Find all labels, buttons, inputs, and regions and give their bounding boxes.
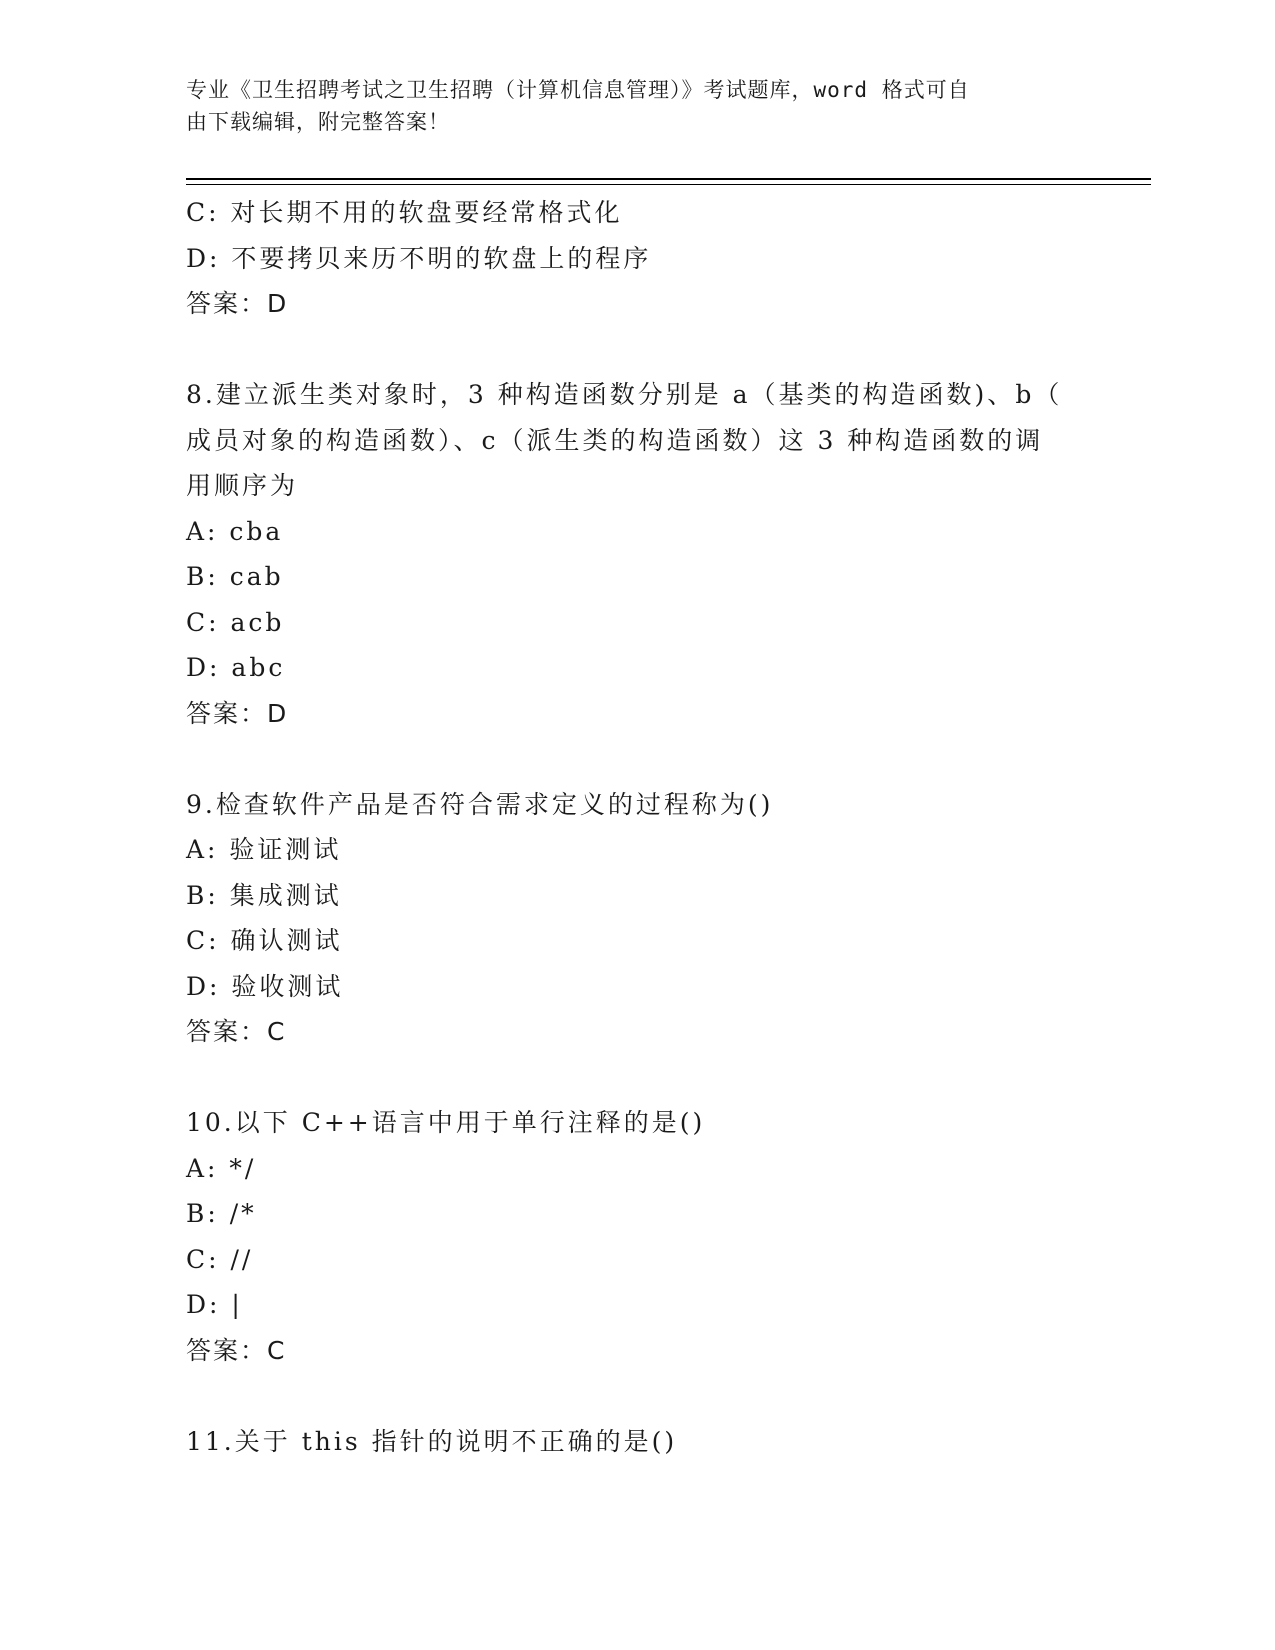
header-divider-thin [186,184,1151,185]
question-list [186,190,1086,1464]
question-text: 11.关于 this 指针的说明不正确的是() [186,1426,678,1456]
question-text: 10.以下 C++语言中用于单行注释的是() [186,1108,706,1137]
option-d: D: abc [186,653,286,682]
question-8 [186,372,1086,736]
question-text-line-2: 成员对象的构造函数）、c（派生类的构造函数）这 3 种构造函数的调 [186,425,1044,455]
option-a: A: cba [186,516,284,546]
option-b: B: /* [186,1199,257,1228]
header-line-1: 专业《卫生招聘考试之卫生招聘（计算机信息管理）》考试题库，word 格式可自 [186,78,970,102]
question-7 [186,190,1086,327]
question-11 [186,1419,1086,1465]
header-line-2: 由下载编辑，附完整答案！ [186,110,450,134]
answer-label: 答案：C [186,1017,287,1046]
option-c: C: // [186,1244,254,1274]
spacer [186,736,1086,782]
answer-label: 答案：C [186,1335,287,1365]
option-c: C: 对长期不用的软盘要经常格式化 [186,198,623,227]
question-text: 9.检查软件产品是否符合需求定义的过程称为() [186,789,774,819]
header-divider-thick [186,178,1151,180]
question-10 [186,1100,1086,1373]
document-header [186,74,1066,138]
question-text-line-1: 8.建立派生类对象时，3 种构造函数分别是 a（基类的构造函数)、b（ [186,380,1063,409]
option-a: A: 验证测试 [186,835,342,864]
option-c: C: 确认测试 [186,926,343,955]
answer-label: 答案：D [186,289,289,318]
spacer [186,327,1086,373]
option-c: C: acb [186,607,285,637]
option-b: B: 集成测试 [186,880,342,910]
spacer [186,1373,1086,1419]
spacer [186,1055,1086,1101]
option-d: D: 不要拷贝来历不明的软盘上的程序 [186,243,652,273]
answer-label: 答案：D [186,698,289,728]
option-d: D: | [186,1290,243,1319]
question-9 [186,782,1086,1055]
option-b: B: cab [186,562,284,591]
option-d: D: 验收测试 [186,971,344,1001]
question-text-line-3: 用顺序为 [186,471,299,500]
option-a: A: */ [186,1153,257,1183]
